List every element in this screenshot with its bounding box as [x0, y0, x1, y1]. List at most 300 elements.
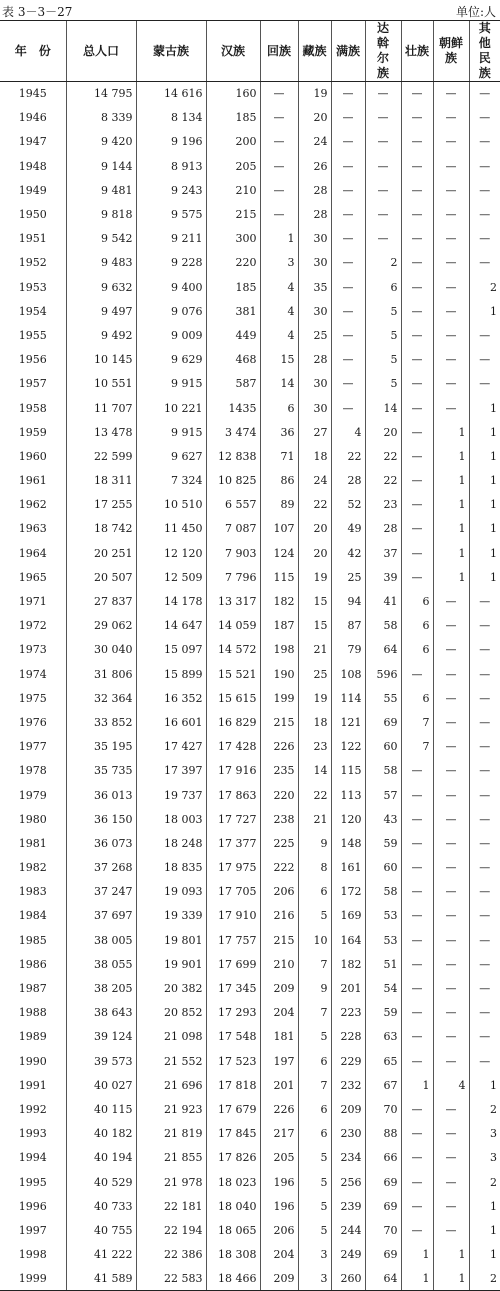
cell-daur: 41 — [365, 589, 401, 613]
cell-hui: 1 — [260, 227, 298, 251]
cell-daur: 20 — [365, 420, 401, 444]
cell-other: — — [469, 880, 500, 904]
header-manchu: 满族 — [331, 21, 365, 82]
cell-other: 2 — [469, 275, 500, 299]
cell-tibetan: 30 — [298, 372, 331, 396]
cell-total: 14 795 — [66, 82, 136, 106]
cell-zhuang: — — [401, 396, 433, 420]
cell-hui: 6 — [260, 396, 298, 420]
cell-other: — — [469, 686, 500, 710]
cell-tibetan: 19 — [298, 686, 331, 710]
table-row — [0, 396, 500, 420]
cell-mongol: 21 855 — [136, 1146, 206, 1170]
cell-other: — — [469, 976, 500, 1000]
cell-mongol: 19 801 — [136, 928, 206, 952]
cell-han: 15 521 — [206, 662, 260, 686]
cell-korean: — — [433, 710, 469, 734]
cell-han: 210 — [206, 178, 260, 202]
table-row — [0, 469, 500, 493]
cell-total: 9 818 — [66, 202, 136, 226]
cell-mongol: 21 978 — [136, 1170, 206, 1194]
cell-zhuang: — — [401, 759, 433, 783]
cell-han: 3 474 — [206, 420, 260, 444]
cell-year: 1979 — [18, 788, 47, 802]
cell-total: 9 632 — [66, 275, 136, 299]
cell-zhuang: — — [401, 856, 433, 880]
cell-year: 1949 — [18, 183, 47, 197]
cell-tibetan: 18 — [298, 444, 331, 468]
cell-manchu: 49 — [331, 517, 365, 541]
cell-daur: 14 — [365, 396, 401, 420]
cell-daur: 28 — [365, 517, 401, 541]
cell-year: 1978 — [18, 764, 47, 778]
cell-mongol: 22 181 — [136, 1194, 206, 1218]
cell-tibetan: 28 — [298, 202, 331, 226]
cell-korean: — — [433, 807, 469, 831]
cell-mongol: 17 427 — [136, 735, 206, 759]
cell-han: 1435 — [206, 396, 260, 420]
table-row — [0, 420, 500, 444]
cell-korean: 1 — [433, 541, 469, 565]
cell-mongol: 21 098 — [136, 1025, 206, 1049]
cell-year: 1948 — [18, 159, 47, 173]
cell-hui: — — [260, 82, 298, 106]
cell-daur: 69 — [365, 1170, 401, 1194]
cell-manchu: — — [331, 178, 365, 202]
cell-hui: 204 — [260, 1001, 298, 1025]
cell-daur: 39 — [365, 565, 401, 589]
cell-zhuang: — — [401, 106, 433, 130]
table-body — [0, 82, 500, 1291]
cell-manchu: 209 — [331, 1097, 365, 1121]
unit-label: 单位:人 — [455, 5, 496, 19]
cell-total: 40 733 — [66, 1194, 136, 1218]
table-row — [0, 251, 500, 275]
cell-manchu: 22 — [331, 444, 365, 468]
cell-zhuang: — — [401, 1025, 433, 1049]
cell-other: — — [469, 759, 500, 783]
cell-tibetan: 3 — [298, 1267, 331, 1291]
cell-year: 1998 — [18, 1248, 47, 1262]
cell-total: 40 194 — [66, 1146, 136, 1170]
table-caption-bar — [0, 0, 500, 20]
cell-year: 1977 — [18, 740, 47, 754]
cell-han: 205 — [206, 154, 260, 178]
cell-han: 13 317 — [206, 589, 260, 613]
cell-year: 1974 — [18, 667, 47, 681]
cell-tibetan: 6 — [298, 1049, 331, 1073]
cell-hui: 115 — [260, 565, 298, 589]
cell-zhuang: — — [401, 154, 433, 178]
table-row — [0, 759, 500, 783]
cell-total: 40 529 — [66, 1170, 136, 1194]
cell-korean: — — [433, 928, 469, 952]
cell-korean: 1 — [433, 565, 469, 589]
cell-korean: — — [433, 1097, 469, 1121]
cell-year: 1971 — [18, 595, 47, 609]
cell-hui: 4 — [260, 299, 298, 323]
cell-zhuang: — — [401, 1194, 433, 1218]
cell-other: 1 — [469, 469, 500, 493]
cell-total: 9 144 — [66, 154, 136, 178]
cell-korean: — — [433, 82, 469, 106]
cell-daur: 596 — [365, 662, 401, 686]
cell-total: 9 483 — [66, 251, 136, 275]
cell-daur: 70 — [365, 1097, 401, 1121]
cell-total: 31 806 — [66, 662, 136, 686]
cell-daur: 65 — [365, 1049, 401, 1073]
cell-year: 1955 — [18, 328, 47, 342]
cell-hui: 201 — [260, 1073, 298, 1097]
cell-tibetan: 5 — [298, 1170, 331, 1194]
cell-year: 1997 — [18, 1223, 47, 1237]
table-row — [0, 976, 500, 1000]
cell-tibetan: 30 — [298, 227, 331, 251]
cell-tibetan: 28 — [298, 348, 331, 372]
table-row — [0, 493, 500, 517]
cell-other: — — [469, 372, 500, 396]
table-row — [0, 1243, 500, 1267]
cell-mongol: 9 228 — [136, 251, 206, 275]
cell-tibetan: 7 — [298, 952, 331, 976]
cell-han: 7 903 — [206, 541, 260, 565]
cell-tibetan: 6 — [298, 1122, 331, 1146]
cell-total: 35 195 — [66, 735, 136, 759]
cell-han: 17 818 — [206, 1073, 260, 1097]
cell-zhuang: 6 — [401, 614, 433, 638]
cell-mongol: 11 450 — [136, 517, 206, 541]
table-row — [0, 589, 500, 613]
table-row — [0, 1170, 500, 1194]
cell-korean: — — [433, 1025, 469, 1049]
cell-tibetan: 18 — [298, 710, 331, 734]
cell-hui: 15 — [260, 348, 298, 372]
cell-daur: 64 — [365, 1267, 401, 1291]
cell-manchu: 115 — [331, 759, 365, 783]
cell-manchu: — — [331, 106, 365, 130]
cell-korean: — — [433, 178, 469, 202]
cell-hui: 220 — [260, 783, 298, 807]
cell-other: — — [469, 323, 500, 347]
cell-zhuang: 1 — [401, 1073, 433, 1097]
cell-daur: 60 — [365, 856, 401, 880]
cell-other: 1 — [469, 299, 500, 323]
table-row — [0, 444, 500, 468]
cell-zhuang: — — [401, 1146, 433, 1170]
cell-hui: 226 — [260, 735, 298, 759]
cell-zhuang: — — [401, 928, 433, 952]
cell-korean: — — [433, 106, 469, 130]
cell-daur: — — [365, 106, 401, 130]
cell-daur: 5 — [365, 323, 401, 347]
cell-korean: — — [433, 759, 469, 783]
cell-tibetan: 5 — [298, 904, 331, 928]
cell-year: 1994 — [18, 1151, 47, 1165]
cell-daur: 66 — [365, 1146, 401, 1170]
cell-han: 17 345 — [206, 976, 260, 1000]
cell-zhuang: — — [401, 323, 433, 347]
cell-other: — — [469, 614, 500, 638]
cell-other: — — [469, 928, 500, 952]
cell-other: 1 — [469, 1243, 500, 1267]
cell-han: 16 829 — [206, 710, 260, 734]
cell-total: 18 311 — [66, 469, 136, 493]
cell-zhuang: — — [401, 275, 433, 299]
cell-mongol: 19 737 — [136, 783, 206, 807]
cell-han: 300 — [206, 227, 260, 251]
cell-mongol: 15 899 — [136, 662, 206, 686]
cell-korean: — — [433, 1122, 469, 1146]
cell-mongol: 18 003 — [136, 807, 206, 831]
cell-hui: 222 — [260, 856, 298, 880]
cell-daur: 43 — [365, 807, 401, 831]
cell-manchu: — — [331, 396, 365, 420]
cell-year: 1981 — [18, 836, 47, 850]
cell-han: 381 — [206, 299, 260, 323]
cell-han: 468 — [206, 348, 260, 372]
cell-total: 29 062 — [66, 614, 136, 638]
cell-total: 9 497 — [66, 299, 136, 323]
population-table — [0, 20, 500, 1291]
cell-tibetan: 7 — [298, 1001, 331, 1025]
cell-total: 38 205 — [66, 976, 136, 1000]
cell-hui: 14 — [260, 372, 298, 396]
cell-year: 1993 — [18, 1127, 47, 1141]
cell-other: — — [469, 82, 500, 106]
cell-daur: — — [365, 130, 401, 154]
cell-korean: — — [433, 638, 469, 662]
cell-other: — — [469, 735, 500, 759]
cell-other: 1 — [469, 541, 500, 565]
cell-tibetan: 21 — [298, 807, 331, 831]
cell-other: — — [469, 1025, 500, 1049]
cell-han: 17 975 — [206, 856, 260, 880]
cell-hui: 89 — [260, 493, 298, 517]
cell-hui: 187 — [260, 614, 298, 638]
cell-mongol: 9 196 — [136, 130, 206, 154]
cell-hui: 206 — [260, 1218, 298, 1242]
cell-other: — — [469, 348, 500, 372]
cell-han: 7 087 — [206, 517, 260, 541]
cell-year: 1973 — [18, 643, 47, 657]
cell-year: 1959 — [18, 425, 47, 439]
cell-korean: — — [433, 396, 469, 420]
cell-mongol: 9 915 — [136, 420, 206, 444]
cell-zhuang: 1 — [401, 1267, 433, 1291]
cell-year: 1992 — [18, 1102, 47, 1116]
cell-other: — — [469, 662, 500, 686]
cell-zhuang: — — [401, 541, 433, 565]
table-row — [0, 952, 500, 976]
cell-hui: 3 — [260, 251, 298, 275]
cell-han: 18 308 — [206, 1243, 260, 1267]
cell-year: 1985 — [18, 933, 47, 947]
cell-year: 1964 — [18, 546, 47, 560]
cell-mongol: 20 852 — [136, 1001, 206, 1025]
cell-daur: 60 — [365, 735, 401, 759]
cell-daur: — — [365, 227, 401, 251]
cell-mongol: 8 913 — [136, 154, 206, 178]
cell-other: — — [469, 638, 500, 662]
cell-han: 14 572 — [206, 638, 260, 662]
cell-other: — — [469, 106, 500, 130]
cell-daur: 5 — [365, 299, 401, 323]
cell-total: 18 742 — [66, 517, 136, 541]
cell-total: 40 027 — [66, 1073, 136, 1097]
cell-han: 18 466 — [206, 1267, 260, 1291]
table-row — [0, 1097, 500, 1121]
cell-total: 36 013 — [66, 783, 136, 807]
cell-tibetan: 10 — [298, 928, 331, 952]
table-number: 表 3－3－27 — [2, 5, 73, 19]
cell-other: 3 — [469, 1146, 500, 1170]
cell-manchu: 122 — [331, 735, 365, 759]
cell-manchu: — — [331, 372, 365, 396]
cell-korean: — — [433, 686, 469, 710]
cell-other: — — [469, 227, 500, 251]
cell-zhuang: — — [401, 517, 433, 541]
cell-manchu: 114 — [331, 686, 365, 710]
cell-daur: 69 — [365, 1243, 401, 1267]
cell-tibetan: 5 — [298, 1025, 331, 1049]
cell-total: 11 707 — [66, 396, 136, 420]
cell-han: 449 — [206, 323, 260, 347]
cell-han: 17 910 — [206, 904, 260, 928]
cell-daur: 58 — [365, 614, 401, 638]
cell-tibetan: 7 — [298, 1073, 331, 1097]
cell-manchu: 256 — [331, 1170, 365, 1194]
cell-year: 1991 — [18, 1078, 47, 1092]
cell-daur: 67 — [365, 1073, 401, 1097]
header-zhuang: 壮族 — [401, 21, 433, 82]
cell-hui: 196 — [260, 1170, 298, 1194]
cell-other: 1 — [469, 565, 500, 589]
cell-total: 36 150 — [66, 807, 136, 831]
cell-korean: 1 — [433, 493, 469, 517]
cell-manchu: 232 — [331, 1073, 365, 1097]
cell-hui: 199 — [260, 686, 298, 710]
cell-hui: — — [260, 130, 298, 154]
cell-hui: 225 — [260, 831, 298, 855]
cell-total: 10 551 — [66, 372, 136, 396]
cell-year: 1961 — [18, 474, 47, 488]
cell-zhuang: — — [401, 565, 433, 589]
cell-year: 1965 — [18, 570, 47, 584]
cell-daur: 37 — [365, 541, 401, 565]
cell-daur: 51 — [365, 952, 401, 976]
cell-mongol: 21 696 — [136, 1073, 206, 1097]
cell-korean: 1 — [433, 1267, 469, 1291]
cell-hui: 209 — [260, 976, 298, 1000]
cell-year: 1953 — [18, 280, 47, 294]
cell-han: 14 059 — [206, 614, 260, 638]
cell-year: 1952 — [18, 256, 47, 270]
cell-total: 37 247 — [66, 880, 136, 904]
table-row — [0, 856, 500, 880]
cell-daur: 59 — [365, 1001, 401, 1025]
cell-year: 1972 — [18, 619, 47, 633]
cell-other: — — [469, 856, 500, 880]
cell-year: 1983 — [18, 885, 47, 899]
table-row — [0, 106, 500, 130]
cell-zhuang: — — [401, 1049, 433, 1073]
cell-other: 1 — [469, 493, 500, 517]
cell-manchu: 260 — [331, 1267, 365, 1291]
cell-korean: 1 — [433, 1243, 469, 1267]
cell-hui: 182 — [260, 589, 298, 613]
cell-han: 17 845 — [206, 1122, 260, 1146]
cell-manchu: 4 — [331, 420, 365, 444]
cell-other: 1 — [469, 517, 500, 541]
cell-mongol: 9 627 — [136, 444, 206, 468]
cell-tibetan: 8 — [298, 856, 331, 880]
cell-daur: 23 — [365, 493, 401, 517]
cell-tibetan: 20 — [298, 541, 331, 565]
table-row — [0, 1049, 500, 1073]
cell-daur: 55 — [365, 686, 401, 710]
cell-other: 2 — [469, 1097, 500, 1121]
cell-total: 37 268 — [66, 856, 136, 880]
header-daur: 达斡尔族 — [365, 21, 401, 82]
table-row — [0, 904, 500, 928]
cell-korean: — — [433, 251, 469, 275]
cell-mongol: 20 382 — [136, 976, 206, 1000]
cell-korean: — — [433, 1218, 469, 1242]
cell-hui: 71 — [260, 444, 298, 468]
cell-zhuang: — — [401, 251, 433, 275]
cell-other: 2 — [469, 1267, 500, 1291]
cell-hui: 209 — [260, 1267, 298, 1291]
cell-tibetan: 6 — [298, 880, 331, 904]
cell-han: 220 — [206, 251, 260, 275]
cell-zhuang: — — [401, 444, 433, 468]
cell-total: 33 852 — [66, 710, 136, 734]
cell-mongol: 9 915 — [136, 372, 206, 396]
cell-korean: — — [433, 154, 469, 178]
cell-year: 1990 — [18, 1054, 47, 1068]
cell-mongol: 14 616 — [136, 82, 206, 106]
cell-manchu: 244 — [331, 1218, 365, 1242]
cell-zhuang: — — [401, 880, 433, 904]
cell-other: — — [469, 831, 500, 855]
cell-other: — — [469, 1049, 500, 1073]
cell-zhuang: 1 — [401, 1243, 433, 1267]
cell-korean: — — [433, 735, 469, 759]
table-row — [0, 1194, 500, 1218]
cell-tibetan: 5 — [298, 1194, 331, 1218]
cell-korean: — — [433, 831, 469, 855]
cell-total: 9 481 — [66, 178, 136, 202]
cell-zhuang: 6 — [401, 589, 433, 613]
table-row — [0, 275, 500, 299]
cell-year: 1957 — [18, 377, 47, 391]
cell-daur: 54 — [365, 976, 401, 1000]
cell-mongol: 19 339 — [136, 904, 206, 928]
header-other: 其他民族 — [469, 21, 500, 82]
cell-zhuang: — — [401, 952, 433, 976]
cell-zhuang: — — [401, 469, 433, 493]
cell-manchu: 25 — [331, 565, 365, 589]
cell-mongol: 9 575 — [136, 202, 206, 226]
cell-korean: 1 — [433, 469, 469, 493]
cell-korean: — — [433, 1049, 469, 1073]
cell-han: 17 757 — [206, 928, 260, 952]
cell-han: 17 548 — [206, 1025, 260, 1049]
table-row — [0, 372, 500, 396]
cell-manchu: — — [331, 227, 365, 251]
cell-mongol: 21 923 — [136, 1097, 206, 1121]
cell-other: 1 — [469, 1073, 500, 1097]
